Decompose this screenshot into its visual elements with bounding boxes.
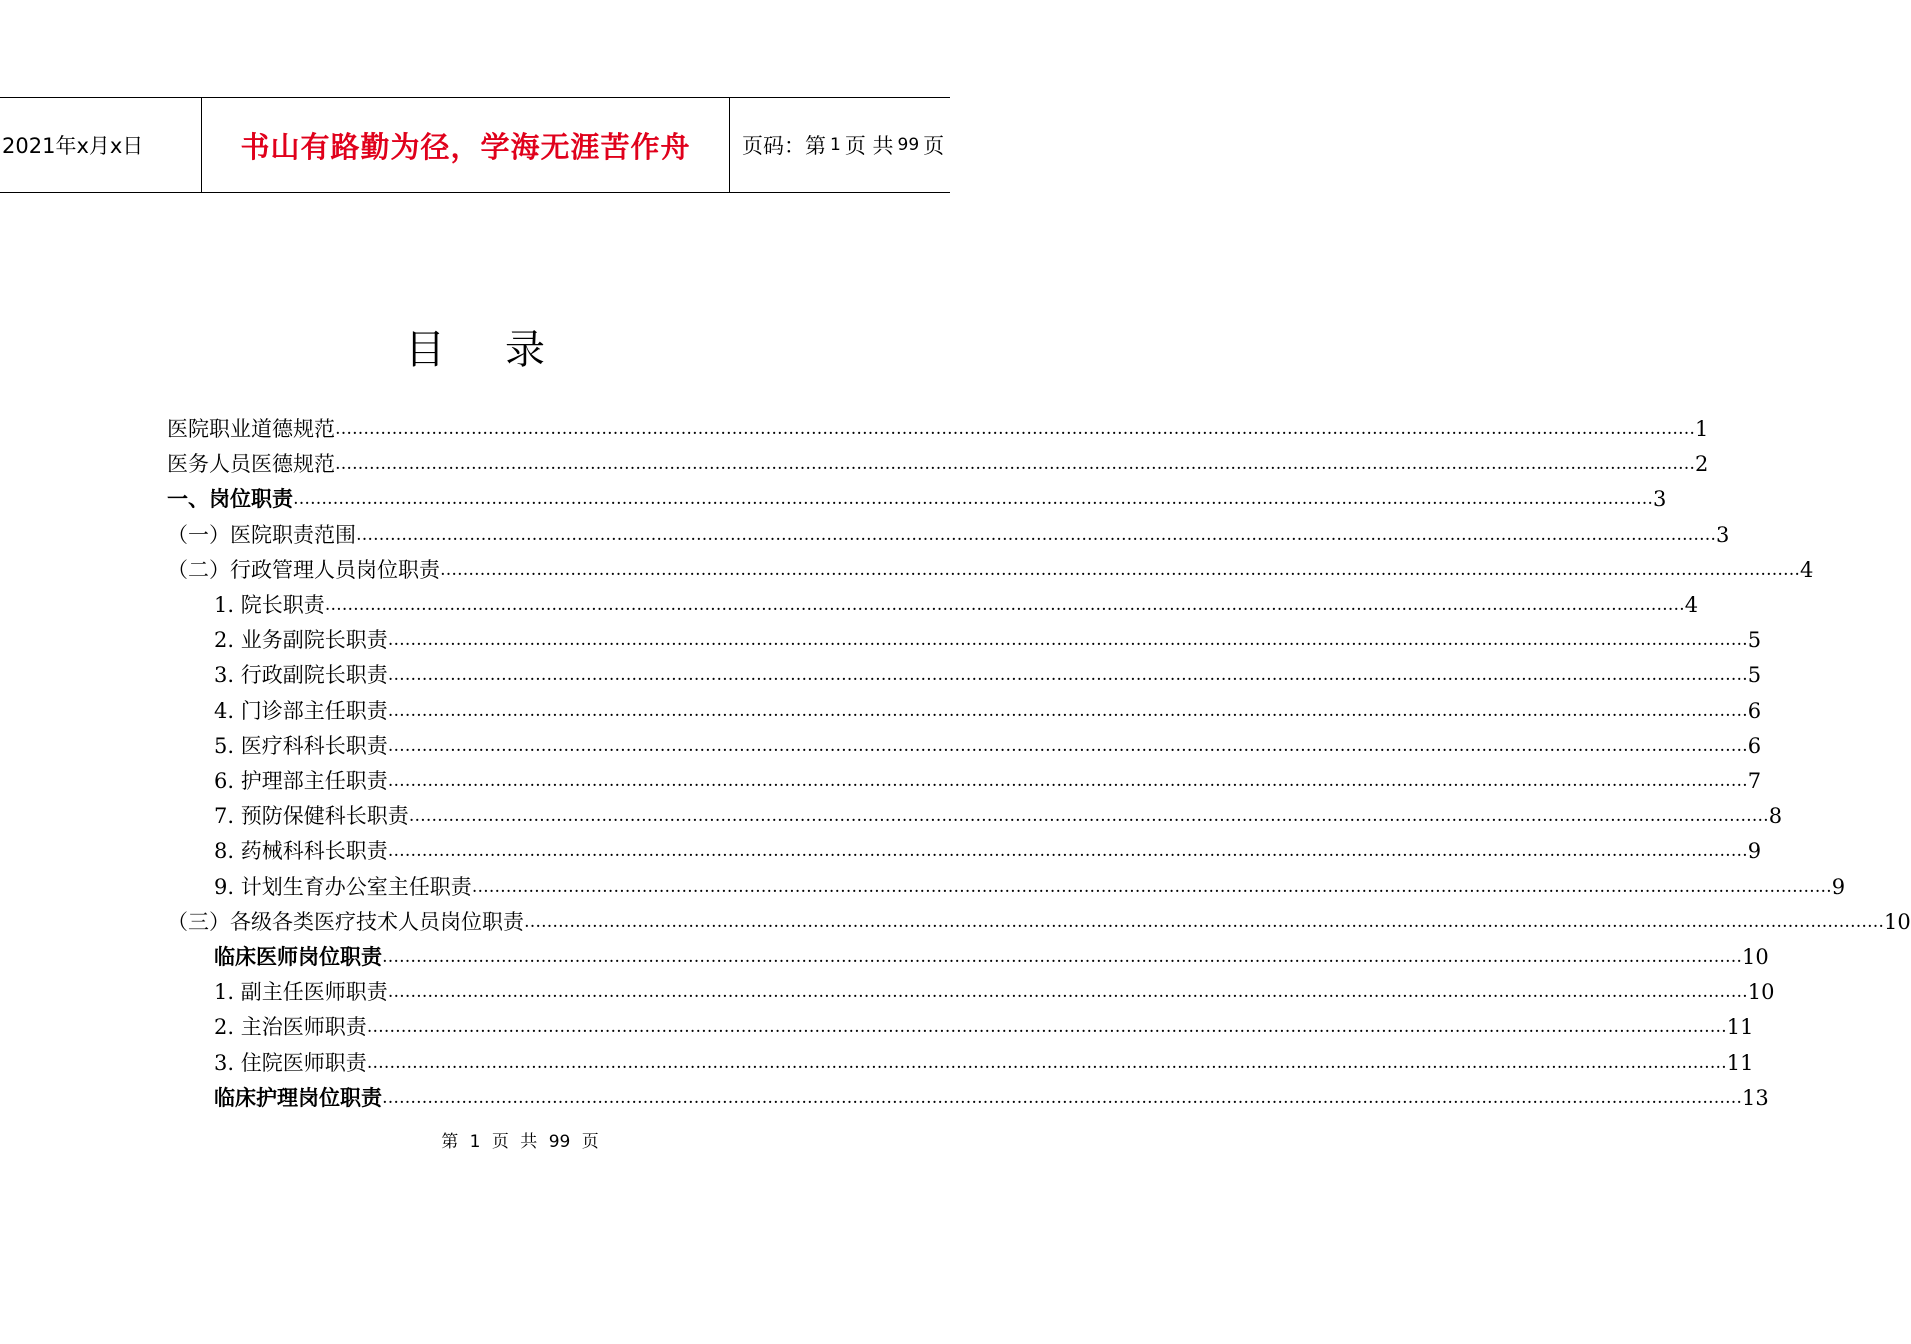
toc-leader-dots: ……………………………………………………………………………………………………………………………………………………………………………………………………………………: [335, 419, 1695, 439]
toc-entry-page: 6: [1747, 698, 1762, 723]
toc-entry-page: 11: [1726, 1015, 1754, 1040]
toc-entry[interactable]: [214, 729, 1762, 764]
toc-entry-page: 3: [1716, 522, 1730, 547]
toc-leader-dots: ……………………………………………………………………………………………………………………………………………………………………………………………………………………: [356, 524, 1716, 545]
toc-entry[interactable]: [214, 1010, 1754, 1045]
toc-entry-page: 1: [1695, 417, 1709, 441]
toc-entry-page: 4: [1684, 593, 1699, 617]
toc-leader-dots: ……………………………………………………………………………………………………………………………………………………………………………………………………………………: [387, 982, 1748, 1003]
header-page-current: 1: [830, 135, 841, 155]
toc-entry-page: 5: [1747, 663, 1762, 688]
header-page-suffix: 页: [923, 134, 945, 158]
toc-leader-dots: ……………………………………………………………………………………………………………………………………………………………………………………………………………………: [408, 806, 1769, 827]
toc-entry-label: 2. 主治医师职责: [214, 1015, 367, 1040]
toc-leader-dots: ……………………………………………………………………………………………………………………………………………………………………………………………………………………: [387, 771, 1748, 791]
header-page-mid: 页 共: [844, 134, 894, 158]
toc-entry[interactable]: [214, 658, 1762, 693]
toc-entry-page: 10: [1884, 909, 1911, 934]
toc-entry-page: 11: [1726, 1050, 1754, 1075]
toc-entry-page: 9: [1831, 874, 1846, 899]
toc-entry-label: 8. 药械科科长职责: [214, 839, 388, 864]
toc-entry[interactable]: [214, 764, 1762, 799]
toc-entry-label: 6. 护理部主任职责: [214, 769, 388, 793]
toc-leader-dots: ……………………………………………………………………………………………………………………………………………………………………………………………………………………: [440, 559, 1800, 580]
toc-entry-page: 6: [1747, 733, 1762, 758]
toc-entry-label: 5. 医疗科科长职责: [214, 733, 388, 758]
toc-entry-label: 1. 院长职责: [214, 593, 325, 617]
toc-entry[interactable]: [214, 1046, 1754, 1081]
toc-leader-dots: ……………………………………………………………………………………………………………………………………………………………………………………………………………………: [524, 911, 1884, 932]
toc-entry-label: （三）各级各类医疗技术人员岗位职责: [167, 909, 524, 934]
toc-entry-label: 3. 住院医师职责: [214, 1050, 367, 1075]
toc-entry-label: （二）行政管理人员岗位职责: [167, 557, 440, 582]
toc-entry-page: 4: [1800, 557, 1814, 582]
toc-entry-page: 8: [1768, 804, 1783, 829]
toc-entry[interactable]: [167, 482, 1667, 517]
toc-entry[interactable]: [214, 870, 1846, 905]
header-page-number: [730, 98, 950, 192]
toc-entry[interactable]: [167, 905, 1911, 940]
toc-entry-page: 5: [1747, 628, 1762, 653]
toc-entry-page: 3: [1653, 487, 1667, 512]
toc-entry[interactable]: [167, 447, 1709, 482]
toc-entry[interactable]: [214, 799, 1783, 834]
toc-leader-dots: ……………………………………………………………………………………………………………………………………………………………………………………………………………………: [387, 735, 1748, 756]
toc-leader-dots: ……………………………………………………………………………………………………………………………………………………………………………………………………………………: [366, 1017, 1727, 1038]
toc-leader-dots: ……………………………………………………………………………………………………………………………………………………………………………………………………………………: [382, 947, 1742, 967]
toc-entry-label: （一）医院职责范围: [167, 522, 356, 547]
toc-entry-page: 13: [1742, 1085, 1769, 1110]
toc-entry-label: 医务人员医德规范: [167, 452, 335, 477]
toc-entry[interactable]: [214, 975, 1775, 1010]
toc-entry-label: 7. 预防保健科长职责: [214, 804, 409, 829]
toc-entry[interactable]: [167, 553, 1814, 588]
toc-entry[interactable]: [214, 940, 1769, 975]
toc-leader-dots: ……………………………………………………………………………………………………………………………………………………………………………………………………………………: [335, 454, 1695, 475]
toc-entry-page: 10: [1742, 945, 1769, 969]
header-motto: 书山有路勤为径，学海无涯苦作舟: [202, 98, 730, 192]
toc-entry[interactable]: [214, 623, 1762, 658]
toc-entry-page: 7: [1747, 769, 1762, 793]
header-page-prefix: 页码：第: [742, 134, 826, 158]
page-header: [0, 97, 950, 193]
toc-leader-dots: ……………………………………………………………………………………………………………………………………………………………………………………………………………………: [387, 700, 1748, 721]
page-footer: 第 1 页 共 99 页: [441, 1132, 599, 1152]
toc-entry-label: 1. 副主任医师职责: [214, 980, 388, 1005]
page-title: 目录: [405, 327, 605, 373]
toc-entry[interactable]: [214, 588, 1699, 623]
toc-entry-label: 9. 计划生育办公室主任职责: [214, 874, 472, 899]
toc-entry-page: 2: [1695, 452, 1709, 477]
toc-entry-label: 4. 门诊部主任职责: [214, 698, 388, 723]
toc-leader-dots: ……………………………………………………………………………………………………………………………………………………………………………………………………………………: [366, 1052, 1727, 1073]
toc-leader-dots: ……………………………………………………………………………………………………………………………………………………………………………………………………………………: [387, 630, 1748, 651]
header-page-total: 99: [897, 135, 920, 155]
toc-entry-label: 一、岗位职责: [167, 487, 293, 512]
toc-entry[interactable]: [167, 518, 1730, 553]
toc-entry-label: 3. 行政副院长职责: [214, 663, 388, 688]
toc-entry-label: 2. 业务副院长职责: [214, 628, 388, 653]
toc-leader-dots: ……………………………………………………………………………………………………………………………………………………………………………………………………………………: [387, 665, 1748, 686]
toc-entry-page: 10: [1747, 980, 1775, 1005]
toc-entry[interactable]: [167, 412, 1709, 447]
toc-entry[interactable]: [214, 1081, 1769, 1116]
toc-leader-dots: ……………………………………………………………………………………………………………………………………………………………………………………………………………………: [471, 876, 1832, 897]
toc-entry-label: 临床医师岗位职责: [214, 945, 382, 969]
header-date: 2021年x月x日: [0, 98, 202, 192]
toc-entry-label: 医院职业道德规范: [167, 417, 335, 441]
toc-leader-dots: ……………………………………………………………………………………………………………………………………………………………………………………………………………………: [387, 841, 1748, 862]
toc-entry[interactable]: [214, 834, 1762, 869]
toc-entry-page: 9: [1747, 839, 1762, 864]
toc-entry-label: 临床护理岗位职责: [214, 1085, 382, 1110]
toc-leader-dots: ……………………………………………………………………………………………………………………………………………………………………………………………………………………: [382, 1087, 1742, 1108]
toc-entry[interactable]: [214, 694, 1762, 729]
toc-leader-dots: ……………………………………………………………………………………………………………………………………………………………………………………………………………………: [324, 595, 1685, 615]
toc-leader-dots: ……………………………………………………………………………………………………………………………………………………………………………………………………………………: [293, 489, 1653, 510]
